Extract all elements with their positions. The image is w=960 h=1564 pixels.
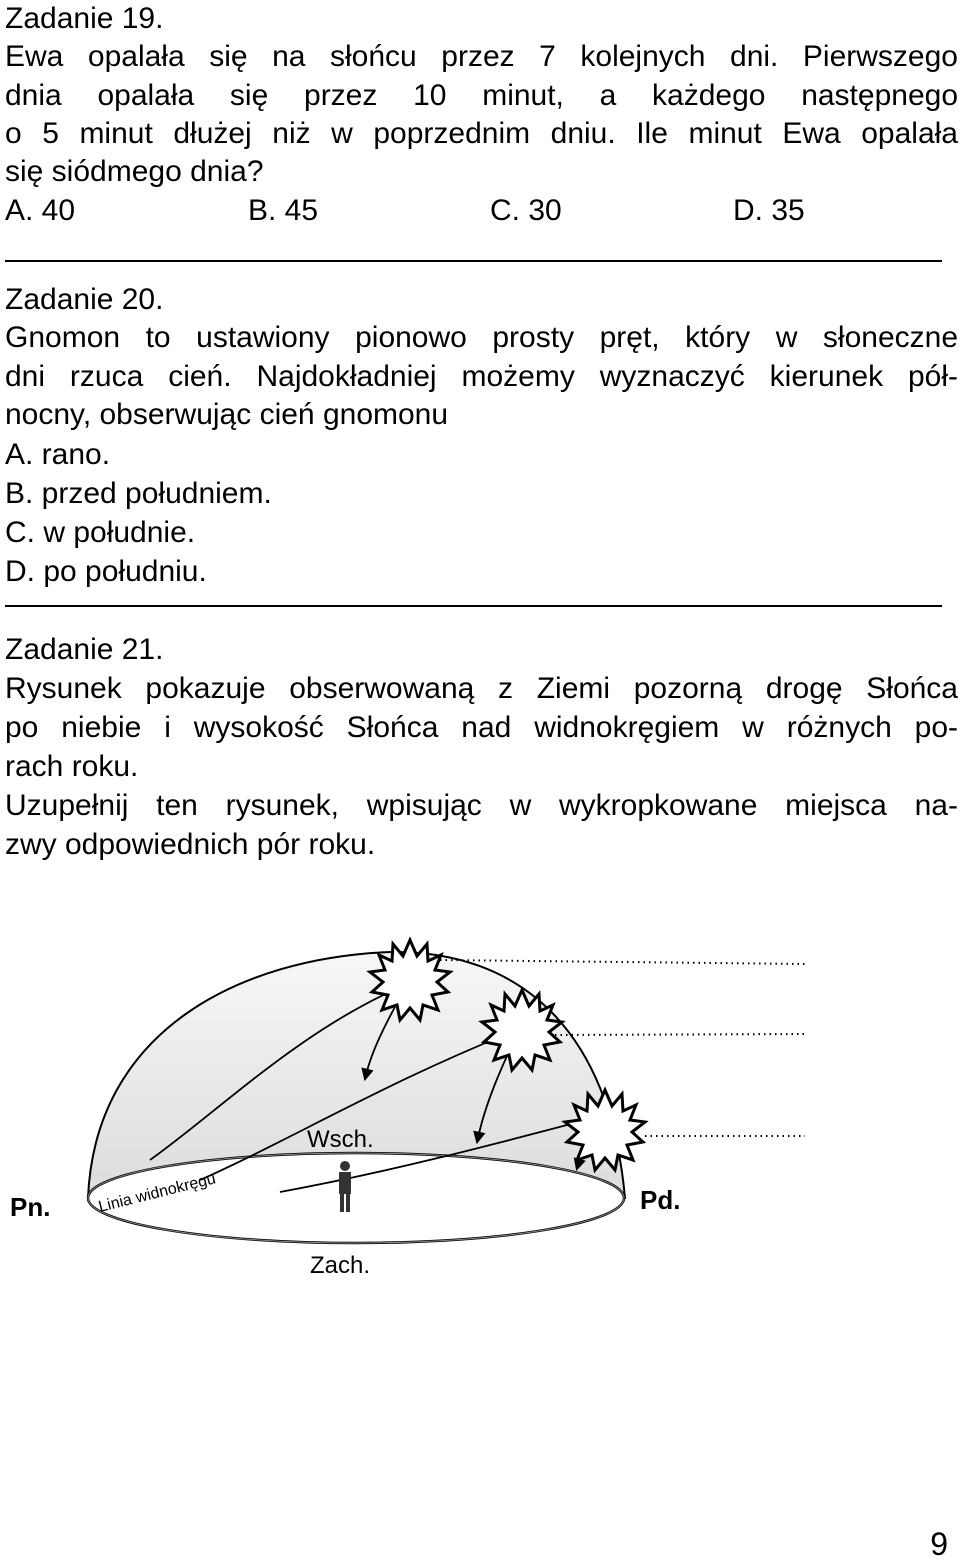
task21-line-1: Rysunek pokazuje obserwowaną z Ziemi pozorną drogę Słońca (5, 672, 958, 705)
task20-option-c: C. w południe. (5, 516, 196, 549)
task21-line-4: Uzupełnij ten rysunek, wpisując w wykropkowane miejsca na- (5, 789, 958, 822)
task20-option-b: B. przed południem. (5, 477, 272, 510)
task19-title: Zadanie 19. (5, 2, 164, 35)
task19-option-b: B. 45 (248, 194, 319, 227)
task19-option-a: A. 40 (5, 194, 76, 227)
task20-line-1: Gnomon to ustawiony pionowo prosty pręt, który w słoneczne (5, 321, 958, 354)
task20-line-2: dni rzuca cień. Najdokładniej możemy wyznaczyć kierunek pół- (5, 360, 958, 393)
label-south: Pd. (640, 1185, 681, 1215)
task19-option-d: D. 35 (733, 194, 805, 227)
task19-option-c: C. 30 (490, 194, 562, 227)
divider-1 (5, 260, 942, 262)
task20-option-a: A. rano. (5, 438, 111, 471)
task19-line-2: dnia opalała się przez 10 minut, a każdego następnego (5, 79, 958, 112)
label-west: Zach. (310, 1252, 371, 1279)
task21-line-5: zwy odpowiednich pór roku. (5, 828, 376, 861)
dotted-line-2 (555, 1034, 805, 1035)
horizon-label: Linia widnokręgu (96, 1170, 218, 1216)
label-east: Wsch. (307, 1126, 374, 1153)
task20-option-d: D. po południu. (5, 555, 207, 588)
task20-line-3: nocny, obserwując cień gnomonu (5, 398, 449, 431)
task21-line-3: rach roku. (5, 750, 139, 783)
task19-line-1: Ewa opalała się na słońcu przez 7 kolejnych dni. Pierwszego (5, 40, 958, 73)
label-north: Pn. (10, 1192, 51, 1222)
divider-2 (5, 605, 942, 607)
sun-path-diagram (0, 880, 960, 1320)
task19-line-4: się siódmego dnia? (5, 155, 264, 188)
task20-title: Zadanie 20. (5, 283, 164, 316)
page-number: 9 (930, 1526, 948, 1562)
task19-line-3: o 5 minut dłużej niż w poprzednim dniu. Ile minut Ewa opalała (5, 117, 958, 150)
task21-title: Zadanie 21. (5, 633, 164, 666)
task21-line-2: po niebie i wysokość Słońca nad widnokręgiem w różnych po- (5, 711, 958, 744)
dotted-line-1 (440, 960, 805, 964)
